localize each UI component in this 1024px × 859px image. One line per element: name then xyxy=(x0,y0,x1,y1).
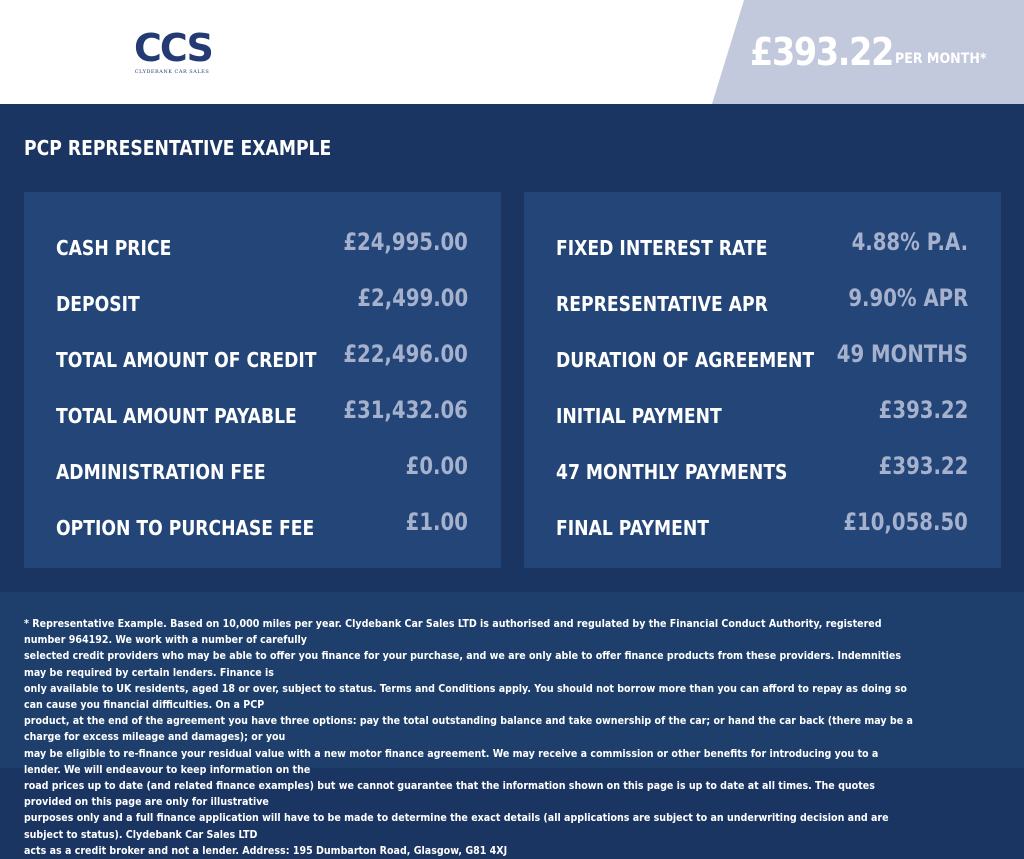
disclaimer-line: may be eligible to re-finance your residual value with a new motor finance agreement. We may receive a commission or other benefits for introducing you to a lender. We will endeavour to keep information on the xyxy=(24,746,879,776)
finance-row-value: £24,995.00 xyxy=(343,228,468,256)
finance-row-label: TOTAL AMOUNT PAYABLE xyxy=(56,404,297,428)
finance-card-left xyxy=(24,192,501,568)
finance-row-label: 47 MONTHLY PAYMENTS xyxy=(556,460,788,484)
finance-row-label: DEPOSIT xyxy=(56,292,140,316)
finance-row xyxy=(24,452,501,512)
finance-row xyxy=(524,396,1001,456)
logo xyxy=(134,28,210,78)
finance-row-value: £1.00 xyxy=(405,508,468,536)
finance-row xyxy=(24,508,501,568)
disclaimer-line: purposes only and a full finance application will have to be made to determine the exact details (all applications are subject to an underwriting decision and are subject to status). Clydebank Car Sales LTD xyxy=(24,811,889,841)
disclaimer-line: only available to UK residents, aged 18 or over, subject to status. Terms and Conditions apply. You should not borrow more than you can afford to repay as doing so can cause you financial difficulties. On a PCP xyxy=(24,681,907,712)
finance-row xyxy=(24,284,501,344)
finance-row-label: OPTION TO PURCHASE FEE xyxy=(56,516,315,540)
finance-row xyxy=(524,508,1001,568)
finance-row xyxy=(524,340,1001,400)
finance-row-label: TOTAL AMOUNT OF CREDIT xyxy=(56,348,317,372)
monthly-price: £393.22 xyxy=(750,30,894,74)
finance-row-value: £0.00 xyxy=(405,452,468,480)
finance-row-label: FIXED INTEREST RATE xyxy=(556,236,768,260)
finance-row-value: £393.22 xyxy=(878,396,968,424)
finance-row-value: £393.22 xyxy=(878,452,968,480)
price-unit: PER MONTH* xyxy=(895,51,987,67)
section-title: PCP REPRESENTATIVE EXAMPLE xyxy=(24,136,332,160)
logo-subtext: CLYDEBANK CAR SALES xyxy=(134,69,210,75)
finance-row-label: ADMINISTRATION FEE xyxy=(56,460,266,484)
finance-card-right xyxy=(524,192,1001,568)
finance-row xyxy=(24,340,501,400)
finance-row xyxy=(524,228,1001,288)
disclaimer-line: acts as a credit broker and not a lender. Address: 195 Dumbarton Road, Glasgow, G81 4XJ xyxy=(24,843,508,857)
finance-row xyxy=(24,396,501,456)
finance-row xyxy=(524,452,1001,512)
finance-row-label: FINAL PAYMENT xyxy=(556,516,709,540)
finance-row-value: £10,058.50 xyxy=(843,508,968,536)
finance-row xyxy=(524,284,1001,344)
finance-row-value: £22,496.00 xyxy=(343,340,468,368)
disclaimer-line: selected credit providers who may be able to offer you finance for your purchase, and we are only able to offer finance products from these providers. Indemnities may be required by certain lenders. Finance is xyxy=(24,649,902,679)
finance-row-label: DURATION OF AGREEMENT xyxy=(556,348,815,372)
disclaimer xyxy=(24,616,915,859)
finance-row-label: INITIAL PAYMENT xyxy=(556,404,722,428)
finance-row-label: REPRESENTATIVE APR xyxy=(556,292,768,316)
logo-text: CCS xyxy=(134,26,212,70)
finance-row-value: 4.88% P.A. xyxy=(851,228,968,256)
disclaimer-line: product, at the end of the agreement you have three options: pay the total outstanding balance and take ownership of the car; or hand the car back (there may be a charge for excess mileage and damages); or you xyxy=(24,714,913,744)
finance-row-value: £2,499.00 xyxy=(357,284,468,312)
finance-row xyxy=(24,228,501,288)
finance-row-label: CASH PRICE xyxy=(56,236,172,260)
finance-row-value: 9.90% APR xyxy=(848,284,968,312)
disclaimer-line: * Representative Example. Based on 10,000 miles per year. Clydebank Car Sales LTD is authorised and regulated by the Financial Conduct Authority, registered number 964192. We work with a number of carefully xyxy=(24,617,882,647)
finance-row-value: 49 MONTHS xyxy=(836,340,968,368)
finance-row-value: £31,432.06 xyxy=(343,396,468,424)
disclaimer-line: road prices up to date (and related finance examples) but we cannot guarantee that the information shown on this page is up to date at all times. The quotes provided on this page are only for illustrative xyxy=(24,779,875,809)
